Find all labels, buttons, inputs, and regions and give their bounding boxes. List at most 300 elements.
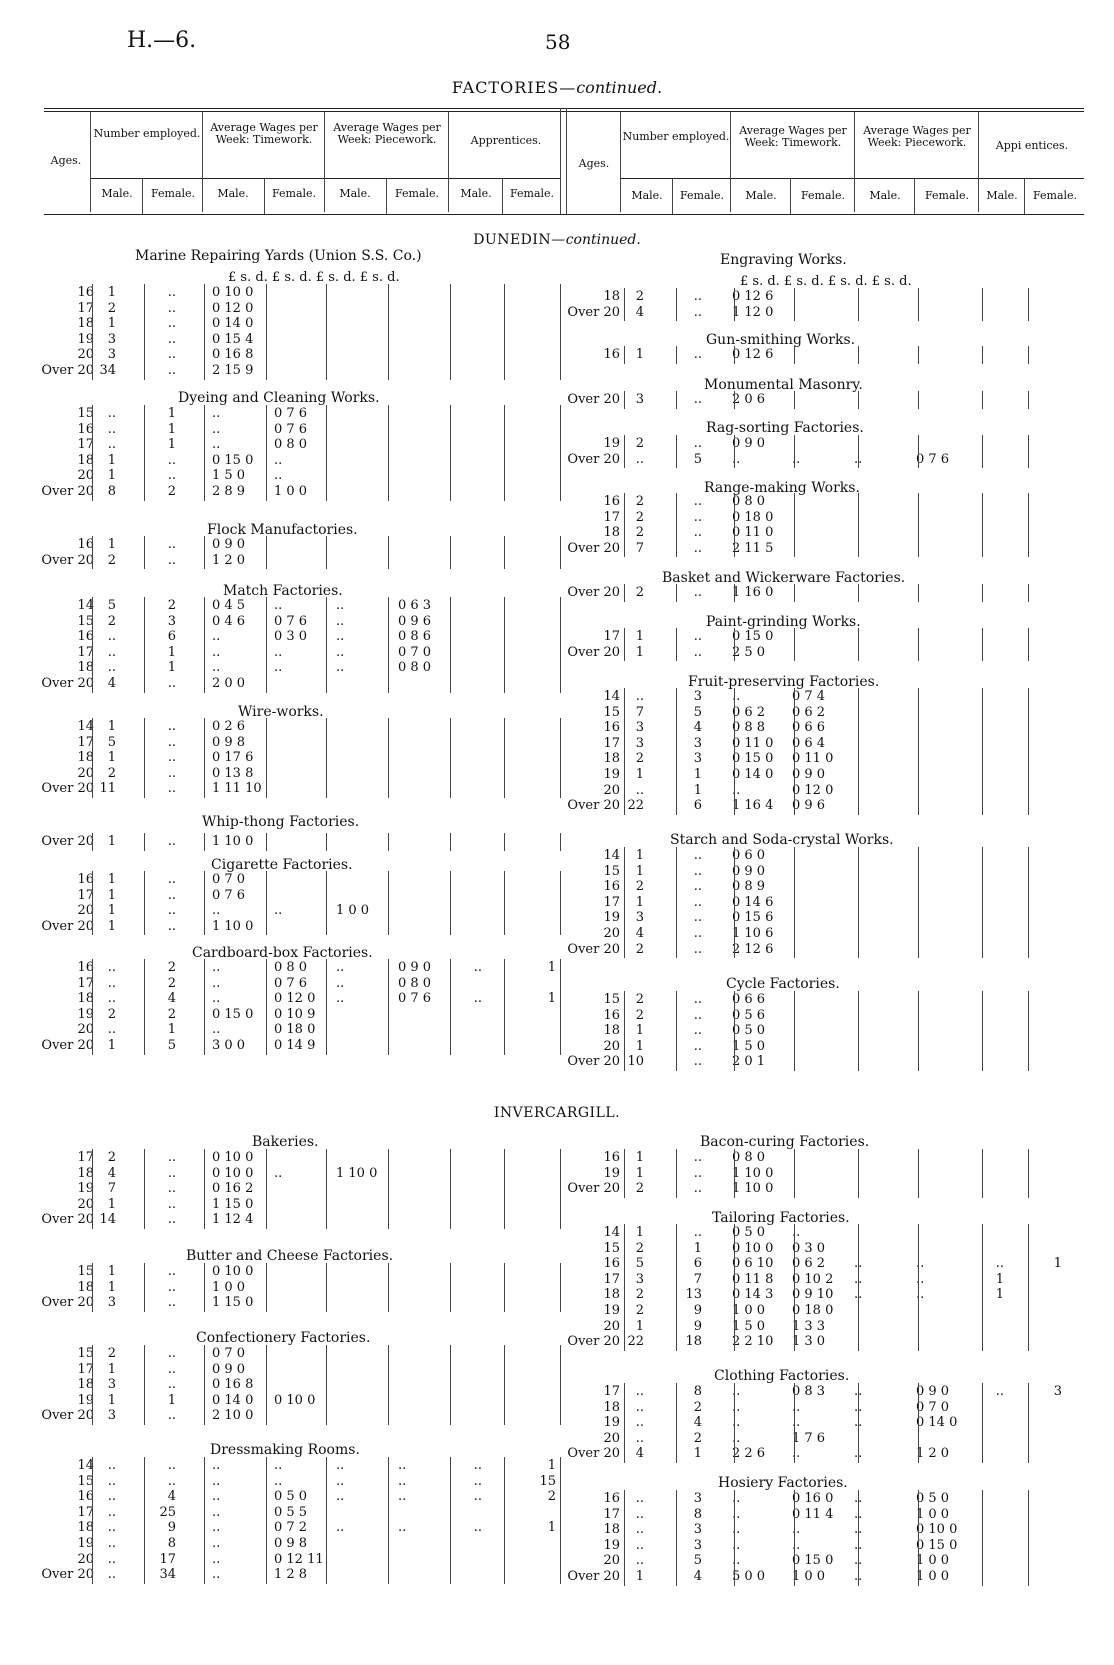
column-rule [734,288,735,321]
female-count: .. [167,887,176,903]
female-count: .. [167,1264,176,1279]
male-count: .. [107,1567,116,1583]
piecework-female: 0 15 0 [916,1537,958,1553]
column-rule [624,391,625,409]
column-rule [450,1457,451,1584]
table-row [40,976,570,991]
table-row [566,848,1086,863]
table-row [566,1054,1086,1069]
female-count: 5 [693,451,702,467]
column-rule [858,1149,859,1198]
column-rule [450,405,451,501]
age-cell: 17 [77,734,94,750]
age-cell: Over 20 [41,676,94,691]
column-rule [204,284,205,380]
male-count: 1 [107,285,116,300]
table-row [40,872,570,887]
timework-female: 0 7 6 [274,421,308,437]
timework-male: 0 5 0 [732,1225,766,1240]
apprentices-male: 1 [995,1287,1004,1303]
table-row [40,537,570,552]
column-rule [388,1263,389,1312]
column-rule [676,1224,677,1351]
timework-male: .. [212,1458,221,1473]
female-count: .. [693,1150,702,1165]
column-rule [918,1149,919,1198]
table-row [40,1393,570,1408]
column-rule [388,1457,389,1584]
col-female: Female. [150,187,196,200]
piecework-female: 0 9 0 [398,960,432,975]
header-rule [620,112,621,212]
male-count: 1 [635,1569,644,1584]
column-rule [504,1263,505,1312]
timework-male: 0 13 8 [212,765,254,781]
timework-male: 0 10 0 [212,1165,254,1181]
timework-male: 0 9 0 [212,1361,246,1377]
timework-male: 2 5 0 [732,644,766,660]
age-cell: 18 [77,1520,94,1536]
female-count: .. [167,719,176,734]
male-count: 2 [635,1007,644,1023]
table-row [566,689,1086,704]
male-count: 1 [635,629,644,644]
timework-male: 0 6 6 [732,992,766,1007]
timework-male: 0 15 0 [732,751,774,767]
timework-male: 0 9 8 [212,734,246,750]
male-count: 1 [107,1279,116,1295]
table-row [40,1007,570,1022]
timework-male: 0 15 0 [212,1006,254,1022]
column-rule [624,628,625,661]
header-rule [502,178,503,214]
table-row [566,705,1086,720]
table-row [566,1400,1086,1415]
column-rule [388,597,389,693]
male-count: 11 [99,781,116,797]
column-rule [560,718,561,798]
timework-female: 0 8 0 [274,437,308,453]
male-count: 2 [635,992,644,1007]
timework-female: 0 7 6 [274,406,308,421]
section-title: Wire-works. [238,704,324,720]
timework-female: 0 7 6 [274,975,308,991]
table-row [40,719,570,734]
section-title: Confectionery Factories. [196,1330,371,1346]
timework-female: 0 15 0 [792,1553,834,1569]
column-rule [204,718,205,798]
female-count: 1 [167,1392,176,1408]
timework-female: .. [274,452,283,468]
column-rule [982,584,983,602]
apprentices-male: .. [995,1256,1004,1272]
section-title: Fruit-preserving Factories. [688,674,880,690]
timework-male: 0 11 8 [732,1271,774,1287]
column-rule [734,1149,735,1198]
table-row [566,736,1086,751]
timework-male: 1 12 4 [212,1212,254,1228]
piecework-male: .. [336,975,345,991]
female-count: .. [693,525,702,541]
female-count: 1 [167,437,176,453]
table-row [566,510,1086,525]
female-count: .. [167,765,176,781]
column-rule [734,628,735,661]
column-rule [734,435,735,468]
column-rule [734,346,735,364]
column-rule [326,405,327,501]
timework-male: .. [212,1520,221,1536]
col-female: Female. [509,187,555,200]
piecework-female: 0 7 6 [398,991,432,1007]
column-rule [1028,288,1029,321]
timework-male: 1 15 0 [212,1295,254,1311]
table-row [40,1552,570,1567]
apprentices-male: .. [473,1473,482,1489]
column-rule [144,1457,145,1584]
male-count: 2 [635,941,644,957]
male-count: .. [107,437,116,453]
table-row [40,888,570,903]
female-count: 1 [167,1022,176,1038]
age-cell: 17 [603,629,620,644]
table-row [40,1280,570,1295]
age-cell: 20 [603,1430,620,1446]
column-rule [388,959,389,1055]
col-female: Female. [1032,189,1078,202]
timework-male: 0 15 4 [212,331,254,347]
female-count: .. [167,468,176,484]
female-count: .. [167,331,176,347]
male-count: 1 [635,644,644,660]
timework-female: 0 9 10 [792,1287,834,1303]
column-rule [624,1490,625,1586]
timework-male: 2 0 0 [212,676,246,691]
column-rule [560,536,561,569]
age-cell: Over 20 [567,1334,620,1350]
column-rule [1028,991,1029,1071]
male-count: 1 [635,347,644,362]
table-row [566,1241,1086,1256]
male-count: 1 [107,1038,116,1053]
col-apprentices: Apprentices. [470,134,542,147]
timework-male: 0 12 6 [732,347,774,362]
male-count: 2 [107,765,116,781]
female-count: 1 [167,421,176,437]
table-row [40,1362,570,1377]
male-count: 1 [635,767,644,782]
section-title: Dyeing and Cleaning Works. [178,390,380,406]
age-cell: 20 [603,1318,620,1334]
timework-male: .. [212,1473,221,1489]
column-rule [144,959,145,1055]
piecework-male: .. [854,1446,863,1462]
female-count: .. [693,1181,702,1197]
piecework-female: 0 6 3 [398,598,432,613]
female-count: .. [167,1165,176,1181]
age-cell: 18 [603,289,620,304]
timework-male: 0 14 0 [212,316,254,332]
column-rule [388,284,389,380]
female-count: .. [167,1279,176,1295]
male-count: 2 [635,1303,644,1318]
age-cell: 20 [77,347,94,363]
column-rule [982,435,983,468]
column-rule [858,493,859,557]
timework-male: .. [212,1022,221,1038]
table-row [40,834,570,849]
table-row [566,895,1086,910]
section-title: Match Factories. [223,583,343,599]
table-row [40,1408,570,1423]
female-count: 5 [693,704,702,720]
age-cell: 20 [77,765,94,781]
male-count: .. [635,1522,644,1538]
age-cell: 20 [77,1196,94,1212]
male-count: 10 [627,1054,644,1070]
apprentices-male: .. [995,1384,1004,1399]
column-rule [676,847,677,958]
column-rule [676,1149,677,1198]
female-count: .. [693,540,702,556]
column-rule [982,346,983,364]
timework-female: 0 5 5 [274,1504,308,1520]
column-rule [1028,435,1029,468]
column-rule [982,991,983,1071]
age-cell: Over 20 [567,451,620,467]
table-row [40,332,570,347]
male-count: 1 [107,1392,116,1408]
piecework-female: 0 9 6 [398,613,432,629]
column-rule [266,1457,267,1584]
timework-male: .. [732,1384,741,1399]
female-count: 2 [167,598,176,613]
age-cell: 16 [77,872,94,887]
age-cell: Over 20 [41,918,94,934]
female-count: .. [167,300,176,316]
female-count: .. [167,285,176,300]
female-count: 6 [167,629,176,645]
male-count: .. [107,660,116,676]
age-cell: 20 [77,903,94,919]
column-rule [858,991,859,1071]
age-cell: 18 [603,1023,620,1039]
age-cell: 19 [77,1536,94,1551]
column-rule [734,1383,735,1463]
column-rule [560,1263,561,1312]
age-cell: 16 [603,494,620,509]
age-cell: Over 20 [41,1212,94,1228]
piecework-female: 1 2 0 [916,1446,950,1462]
column-rule [266,871,267,935]
male-count: .. [635,451,644,467]
column-rule [266,597,267,693]
table-row [566,1039,1086,1054]
timework-male: .. [212,629,221,645]
timework-male: 1 16 0 [732,585,774,600]
column-rule [326,536,327,569]
female-count: 2 [167,1006,176,1022]
female-count: .. [693,436,702,451]
piecework-female: 0 7 6 [916,451,950,467]
age-cell: 16 [603,1007,620,1023]
header-rule [730,112,731,212]
section-title: Dressmaking Rooms. [210,1442,360,1458]
timework-female: 0 14 9 [274,1038,316,1053]
timework-male: 0 15 6 [732,910,774,926]
section-title: Rag-sorting Factories. [706,420,864,436]
timework-female: 0 9 0 [792,767,826,782]
table-row [566,629,1086,644]
age-cell: 17 [77,1504,94,1520]
male-count: .. [107,960,116,975]
age-cell: 18 [77,991,94,1007]
timework-female: 0 18 0 [274,1022,316,1038]
timework-female: 0 6 6 [792,720,826,736]
age-cell: 15 [77,1346,94,1361]
age-cell: Over 20 [567,644,620,660]
apprentices-male: .. [473,991,482,1007]
age-cell: 19 [603,767,620,782]
table-row [40,660,570,675]
column-rule [624,584,625,602]
timework-male: .. [732,1491,741,1506]
apprentices-male: .. [473,1458,482,1473]
timework-female: 0 6 4 [792,735,826,751]
column-rule [388,718,389,798]
timework-female: 1 3 3 [792,1318,826,1334]
timework-male: 0 12 6 [732,289,774,304]
column-rule [326,597,327,693]
timework-female: .. [792,1522,801,1538]
table-row [40,468,570,483]
piecework-female: .. [398,1520,407,1536]
timework-male: 2 0 6 [732,392,766,407]
timework-male: .. [212,903,221,919]
header-rule [854,112,855,212]
male-count: 4 [635,1446,644,1462]
male-count: .. [635,689,644,704]
column-rule [1028,346,1029,364]
male-count: 5 [107,598,116,613]
age-cell: 14 [603,689,620,704]
table-row [40,301,570,316]
column-rule [624,688,625,815]
piecework-female: .. [398,1458,407,1473]
column-rule [858,584,859,602]
age-cell: 16 [77,629,94,645]
table-row [40,1197,570,1212]
male-count: .. [107,1536,116,1551]
age-cell: 20 [77,1022,94,1038]
age-cell: 19 [603,1537,620,1553]
female-count: .. [167,1196,176,1212]
age-cell: 15 [77,1264,94,1279]
col-female: Female. [394,187,440,200]
timework-female: 1 0 0 [274,484,308,499]
timework-male: 0 2 6 [212,719,246,734]
piecework-female: 0 7 0 [398,644,432,660]
column-rule [918,991,919,1071]
timework-male: 0 14 3 [732,1287,774,1303]
age-cell: 17 [77,1150,94,1165]
male-count: 7 [107,1181,116,1197]
timework-female: 0 5 0 [274,1489,308,1505]
column-rule [982,1383,983,1463]
age-cell: 19 [603,1415,620,1431]
column-rule [144,405,145,501]
column-rule [450,1149,451,1229]
timework-male: 2 8 9 [212,484,246,499]
column-rule [504,833,505,851]
table-row [40,919,570,934]
timework-male: 0 7 6 [212,887,246,903]
region-heading: DUNEDIN—continued. [473,232,641,248]
table-row [566,992,1086,1007]
timework-male: 1 11 10 [212,781,262,797]
table-row [566,910,1086,925]
male-count: 2 [107,613,116,629]
male-count: .. [107,1520,116,1536]
age-cell: 16 [603,347,620,362]
timework-male: 1 0 0 [732,1303,766,1318]
male-count: .. [635,1384,644,1399]
column-rule [326,959,327,1055]
age-cell: 18 [603,1399,620,1415]
table-row [566,926,1086,941]
column-rule [92,833,93,851]
table-row [566,1538,1086,1553]
header-rule [264,178,265,214]
col-male: Male. [869,189,901,202]
region-heading: INVERCARGILL. [493,1105,621,1121]
table-row [566,1334,1086,1349]
timework-female: 0 12 0 [274,991,316,1007]
col-ages: Ages. [578,157,610,170]
timework-male: .. [212,660,221,676]
age-cell: 16 [603,1150,620,1165]
section-title: Bacon-curing Factories. [700,1134,870,1150]
table-row [566,1491,1086,1506]
timework-male: 0 11 0 [732,735,774,751]
male-count: 1 [635,1318,644,1334]
female-count: 13 [685,1287,702,1303]
column-rule [204,536,205,569]
col-number-employed: Number employed. [93,127,201,140]
header-rule [448,112,449,212]
age-cell: 16 [77,285,94,300]
column-rule [450,718,451,798]
table-row [566,1431,1086,1446]
female-count: .. [693,879,702,895]
timework-male: 1 10 0 [212,834,254,849]
column-rule [326,833,327,851]
section-title: Marine Repairing Yards (Union S.S. Co.) [135,248,422,264]
piecework-female: .. [916,1256,925,1272]
column-rule [858,847,859,958]
timework-male: .. [732,451,741,467]
column-rule [266,718,267,798]
section-title: Monumental Masonry. [704,377,863,393]
header-rule [1024,178,1025,214]
female-count: .. [167,834,176,849]
male-count: .. [107,421,116,437]
page-title: FACTORIES—continued. [451,78,663,97]
timework-male: .. [212,975,221,991]
column-rule [266,833,267,851]
table-row [40,1458,570,1473]
male-count: 14 [99,1212,116,1228]
